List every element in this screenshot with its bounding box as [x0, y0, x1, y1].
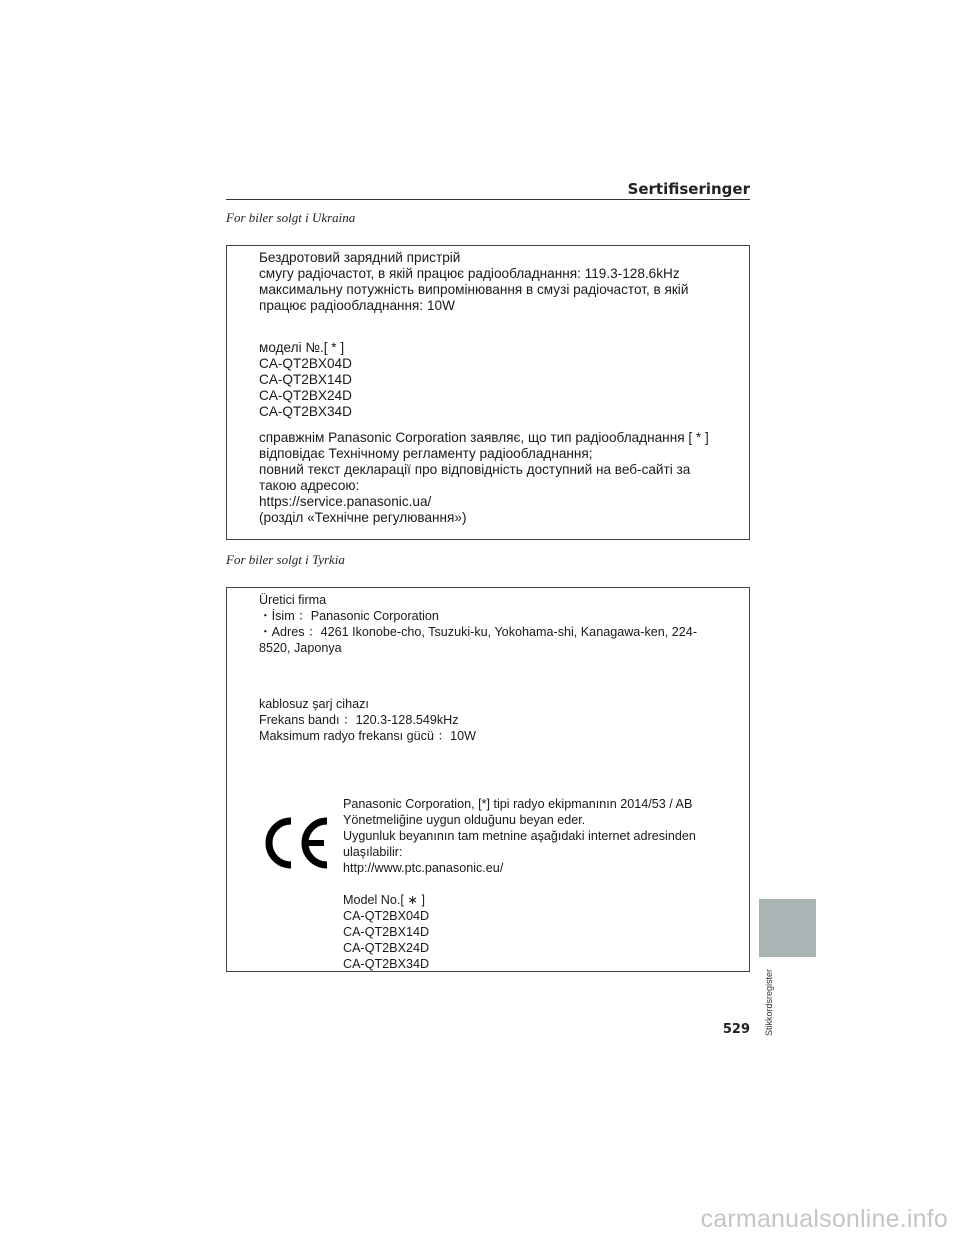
section-label-ukraine: For biler solgt i Ukraina [226, 210, 356, 225]
model-line: CA-QT2BX24D [259, 388, 352, 403]
spec-line: Maksimum radyo frekansı gücü ：10W [259, 729, 476, 743]
spec-line: kablosuz şarj cihazı [259, 697, 369, 711]
header-rule [226, 199, 750, 200]
declaration-line: справжнім Panasonic Corporation заявляє, що тип радіообладнання [ * ] [259, 430, 709, 445]
spec-line: Frekans bandı ：120.3-128.549kHz [259, 713, 459, 727]
declaration-line: повний текст декларації про відповідність доступний на веб-сайті за [259, 462, 691, 477]
index-side-tab-label: Stikkordsregister [764, 968, 774, 1036]
model-line: CA-QT2BX04D [259, 356, 352, 371]
model-line: CA-QT2BX24D [343, 941, 430, 955]
ce-mark-icon [261, 816, 331, 875]
turkey-declaration-text [343, 796, 696, 972]
model-line: моделі №.[ * ] [259, 340, 345, 355]
turkey-manufacturer-text [259, 592, 697, 744]
section-label-turkey: For biler solgt i Tyrkia [226, 552, 345, 567]
model-line: CA-QT2BX14D [259, 372, 352, 387]
declaration-line: (розділ «Технічне регулювання») [259, 510, 467, 525]
declaration-line: ulaşılabilir: [343, 845, 403, 859]
page-number: 529 [722, 1022, 750, 1037]
model-line: Model No.[ ∗ ] [343, 893, 425, 907]
manufacturer-line: ・Adres ：4261 Ikonobe-cho, Tsuzuki-ku, Yokohama-shi, Kanagawa-ken, 224- [259, 625, 698, 639]
text-line: смугу радіочастот, в якій працює радіообладнання: 119.3-128.6kHz [259, 266, 680, 281]
manufacturer-line: ・İsim ：Panasonic Corporation [259, 609, 439, 623]
model-line: CA-QT2BX34D [343, 957, 430, 971]
manufacturer-line: 8520, Japonya [259, 641, 342, 655]
model-line: CA-QT2BX34D [259, 404, 352, 419]
turkey-cert-box [226, 587, 750, 972]
ukraine-cert-box [226, 245, 750, 540]
declaration-line: http://www.ptc.panasonic.eu/ [343, 861, 504, 875]
declaration-line: відповідає Технічному регламенту радіообладнання; [259, 446, 593, 461]
model-line: CA-QT2BX04D [343, 909, 430, 923]
ukraine-cert-text [259, 250, 709, 526]
model-line: CA-QT2BX14D [343, 925, 430, 939]
watermark: carmanualsonline.info [700, 1205, 948, 1233]
text-line: Бездротовий зарядний пристрій [259, 250, 461, 265]
declaration-line: Yönetmeliğine uygun olduğunu beyan eder. [343, 813, 586, 827]
index-side-tab[interactable] [759, 899, 816, 957]
page-header-title: Sertifiseringer [627, 180, 750, 198]
declaration-line: https://service.panasonic.ua/ [259, 494, 432, 509]
text-line: максимальну потужність випромінювання в смузі радіочастот, в якій [259, 282, 689, 297]
text-line: працює радіообладнання: 10W [259, 298, 455, 313]
declaration-line: Panasonic Corporation, [*] tipi radyo ekipmanının 2014/53 / AB [343, 797, 693, 811]
declaration-line: Uygunluk beyanının tam metnine aşağıdaki internet adresinden [343, 829, 696, 843]
declaration-line: такою адресою: [259, 478, 360, 493]
manufacturer-line: Üretici firma [259, 593, 327, 607]
